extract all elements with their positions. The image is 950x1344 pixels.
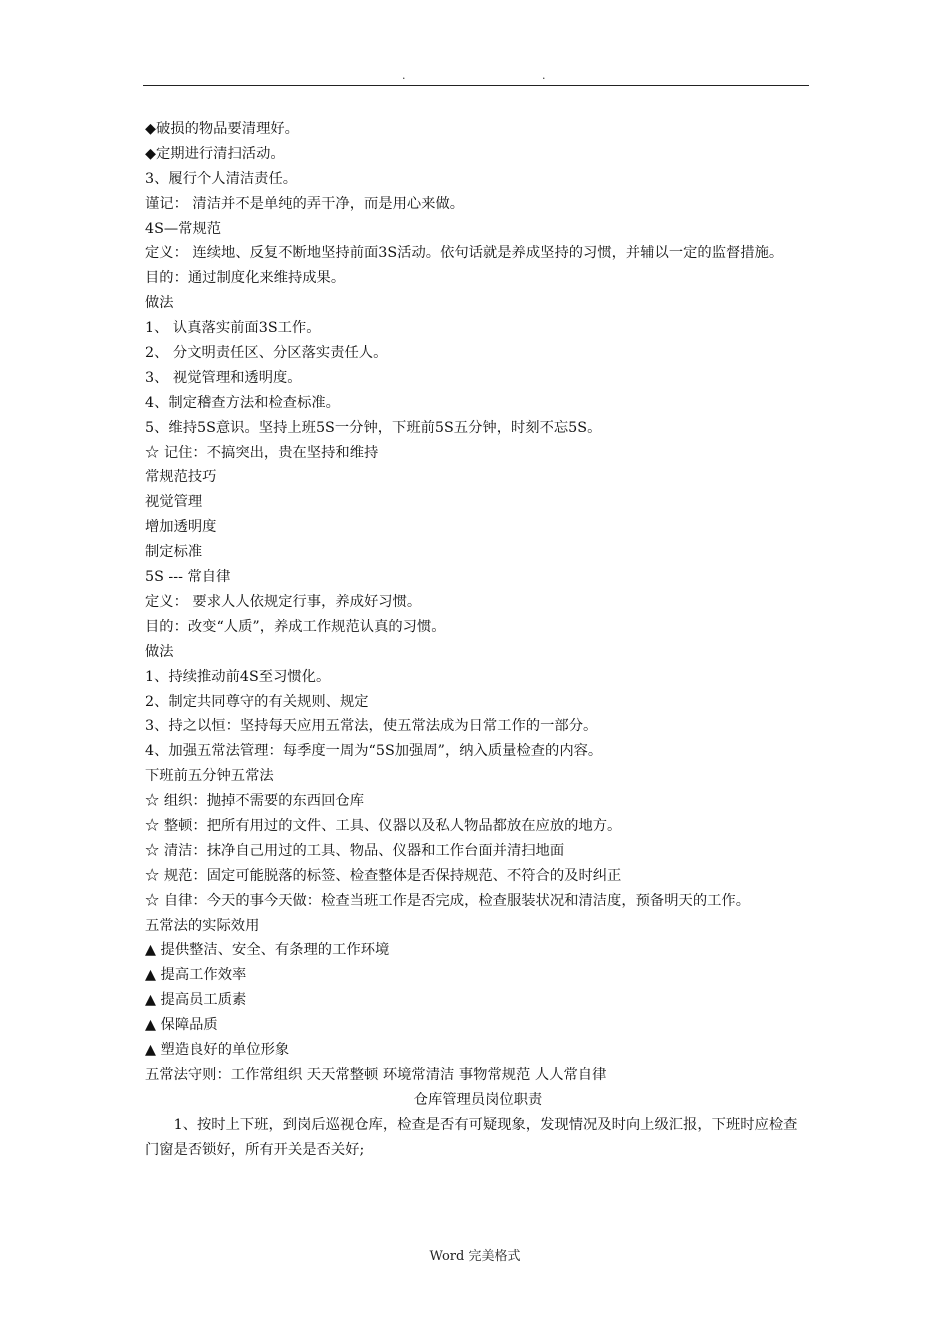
triangle-line: ▲ 保障品质 — [145, 1017, 218, 1034]
bullet-line: ◆破损的物品要清理好。 — [145, 121, 299, 137]
triangle-line: ▲ 提高工作效率 — [145, 967, 247, 984]
subheading: 视觉管理 — [145, 494, 203, 511]
method-heading: 做法 — [145, 295, 174, 312]
purpose-line: 目的：改变“人质”，养成工作规范认真的习惯。 — [145, 618, 446, 635]
purpose-line: 目的：通过制度化来维持成果。 — [145, 270, 346, 287]
header-rule — [143, 85, 809, 86]
star-line: ☆ 规范：固定可能脱落的标签、检查整体是否保持规范、不符合的及时纠正 — [145, 867, 622, 884]
numbered-line: 2、 分文明责任区、分区落实责任人。 — [145, 345, 388, 362]
subheading: 五常法的实际效用 — [145, 917, 260, 934]
bullet-line: ◆定期进行清扫活动。 — [145, 145, 285, 162]
page-footer: Word 完美格式 — [429, 1249, 521, 1264]
document-body — [145, 117, 811, 1162]
section-heading-4s: 4S—常规范 — [145, 220, 222, 237]
rules-line: 五常法守则：工作常组织 天天常整顿 环境常清洁 事物常规范 人人常自律 — [145, 1066, 607, 1083]
triangle-line: ▲ 提供整洁、安全、有条理的工作环境 — [145, 942, 390, 959]
triangle-line: ▲ 塑造良好的单位形象 — [145, 1041, 290, 1058]
subheading: 增加透明度 — [145, 519, 217, 536]
header-dot-left: . — [402, 69, 406, 82]
definition-paragraph: 定义： 连续地、反复不断地坚持前面3S活动。依句话就是养成坚持的习惯，并辅以一定的监督措施。 — [145, 245, 784, 262]
duty-paragraph: 1、按时上下班，到岗后巡视仓库，检查是否有可疑现象，发现情况及时向上级汇报，下班时应检查门窗是否锁好，所有开关是否关好; — [145, 1116, 798, 1158]
numbered-line: 3、履行个人清洁责任。 — [145, 170, 298, 187]
header-dot-right: . — [542, 69, 546, 82]
subheading: 制定标准 — [145, 544, 203, 561]
star-line: ☆ 清洁：抹净自己用过的工具、物品、仪器和工作台面并清扫地面 — [145, 842, 565, 859]
section-heading-5s: 5S --- 常自律 — [145, 569, 231, 586]
numbered-line: 3、 视觉管理和透明度。 — [145, 369, 302, 386]
numbered-line: 5、维持5S意识。坚持上班5S一分钟，下班前5S五分钟，时刻不忘5S。 — [145, 419, 602, 436]
numbered-line: 4、加强五常法管理：每季度一周为“5S加强周”，纳入质量检查的内容。 — [145, 743, 603, 760]
subheading: 常规范技巧 — [145, 469, 217, 486]
star-paragraph: ☆ 自律：今天的事今天做：检查当班工作是否完成，检查服装状况和清洁度，预备明天的工作。 — [145, 892, 751, 909]
star-line: ☆ 组织：抛掉不需要的东西回仓库 — [145, 793, 364, 810]
numbered-line: 4、制定稽查方法和检查标准。 — [145, 394, 340, 411]
note-line: 谨记： 清洁并不是单纯的弄干净，而是用心来做。 — [145, 195, 465, 212]
star-line: ☆ 记住：不搞突出，贵在坚持和维持 — [145, 444, 379, 461]
subheading: 下班前五分钟五常法 — [145, 768, 274, 785]
centered-title: 仓库管理员岗位职责 — [413, 1091, 543, 1108]
triangle-line: ▲ 提高员工质素 — [145, 992, 247, 1009]
numbered-line: 2、制定共同尊守的有关规则、规定 — [145, 693, 369, 710]
numbered-line: 1、 认真落实前面3S工作。 — [145, 320, 321, 337]
method-heading: 做法 — [145, 643, 174, 660]
numbered-line: 1、持续推动前4S至习惯化。 — [145, 668, 331, 685]
numbered-line: 3、持之以恒：坚持每天应用五常法，使五常法成为日常工作的一部分。 — [145, 718, 598, 735]
definition-line: 定义： 要求人人依规定行事，养成好习惯。 — [145, 593, 422, 610]
star-line: ☆ 整顿：把所有用过的文件、工具、仪器以及私人物品都放在应放的地方。 — [145, 817, 622, 834]
